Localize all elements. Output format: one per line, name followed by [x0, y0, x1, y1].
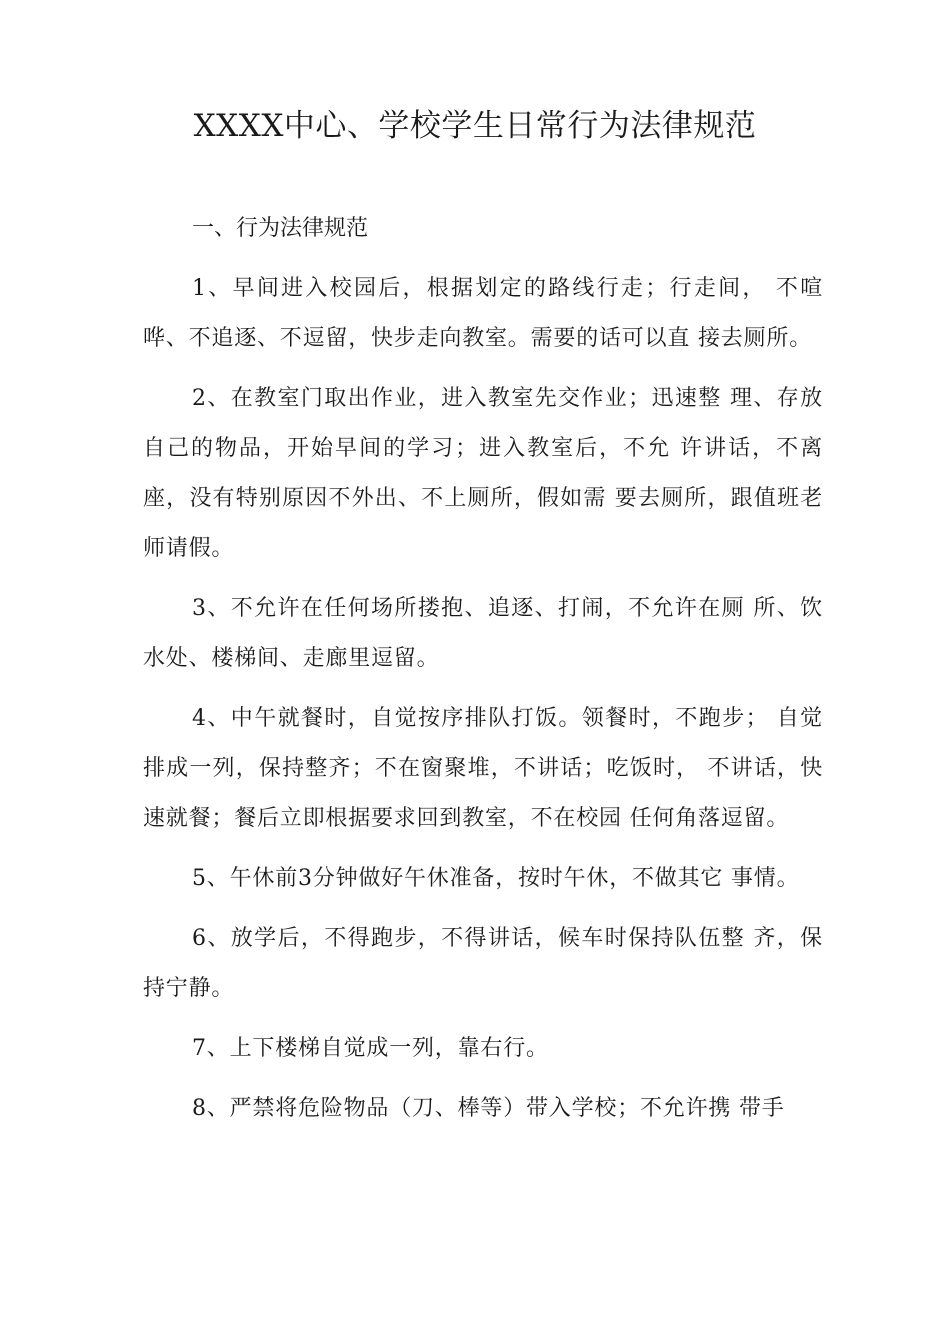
section-heading: 一、行为法律规范 [192, 216, 369, 241]
rule-item-5: 5、午休前3分钟做好午休准备，按时午休，不做其它 事情。 [192, 866, 800, 891]
document-title: XXXX中心、学校学生日常行为法律规范 [193, 108, 757, 144]
rule-item-2: 2、在教室门取出作业，进入教室先交作业；迅速整 理、存放自己的物品，开始早间的学习；进入教室后，不允 许讲话，不离座，没有特别原因不外出、不上厕所，假如需 要去厕所，跟值班老师请假。 [143, 386, 823, 561]
rule-item-6: 6、放学后，不得跑步，不得讲话，候车时保持队伍整 齐，保持宁静。 [143, 926, 823, 1001]
rule-item-4: 4、中午就餐时，自觉按序排队打饭。领餐时，不跑步； 自觉排成一列，保持整齐；不在窗聚堆，不讲话；吃饭时， 不讲话，快速就餐；餐后立即根据要求回到教室，不在校园 任何角落逗留。 [143, 706, 823, 831]
rule-item-8: 8、严禁将危险物品（刀、棒等）带入学校；不允许携 带手 [192, 1096, 785, 1121]
document-body [143, 204, 823, 1144]
rule-item-7: 7、上下楼梯自觉成一列，靠右行。 [192, 1036, 549, 1061]
rule-item-3: 3、不允许在任何场所搂抱、追逐、打闹，不允许在厕 所、饮水处、楼梯间、走廊里逗留。 [143, 596, 823, 671]
rule-item-1: 1、早间进入校园后，根据划定的路线行走；行走间， 不喧哗、不追逐、不逗留，快步走向教室。需要的话可以直 接去厕所。 [143, 276, 823, 351]
